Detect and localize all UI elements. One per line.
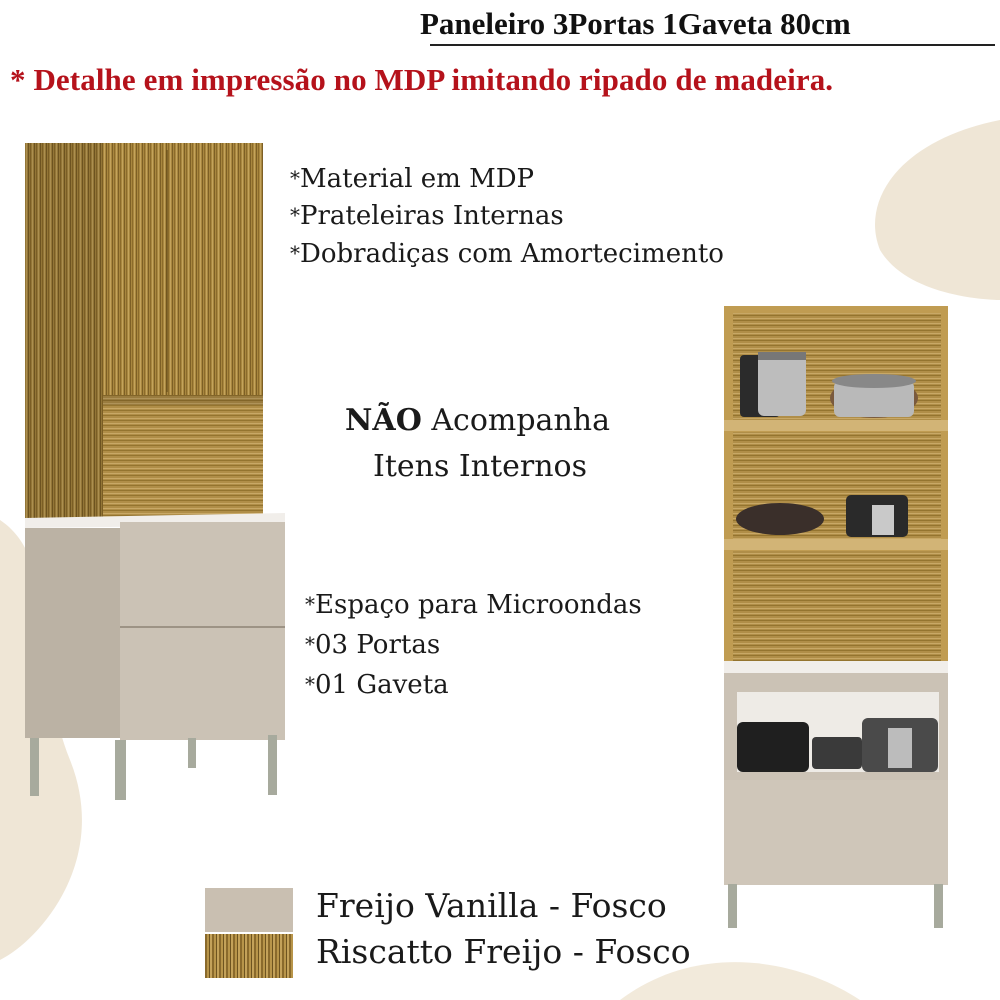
feature-text: Dobradiças com Amortecimento	[300, 239, 724, 269]
bullet-star: *	[305, 672, 315, 696]
top-right-swoosh	[875, 120, 1000, 300]
title-underline	[430, 44, 995, 46]
bullet-star: *	[290, 241, 300, 265]
feature-item	[290, 164, 534, 194]
bullet-star: *	[290, 203, 300, 227]
bullet-star: *	[290, 166, 300, 190]
detail-note: * Detalhe em impressão no MDP imitando ripado de madeira.	[10, 62, 834, 97]
bullet-star: *	[305, 592, 315, 616]
cabinet-open-illustration	[724, 306, 948, 928]
feature-text: Prateleiras Internas	[300, 201, 564, 231]
feature-item	[305, 590, 642, 620]
feature-text: Espaço para Microondas	[315, 590, 642, 620]
feature-text: Material em MDP	[300, 164, 535, 194]
bullet-star: *	[305, 632, 315, 656]
feature-text: 03 Portas	[315, 630, 441, 660]
cabinet-closed-illustration	[25, 143, 285, 800]
finish-label: Riscatto Freijo - Fosco	[316, 932, 691, 971]
finish-label: Freijo Vanilla - Fosco	[316, 886, 667, 925]
feature-item	[290, 201, 564, 231]
feature-text: 01 Gaveta	[315, 670, 449, 700]
not-included-rest: Acompanha	[421, 403, 610, 438]
not-included-strong: NÃO	[345, 403, 422, 438]
feature-item	[290, 239, 724, 269]
product-title: Paneleiro 3Portas 1Gaveta 80cm	[420, 6, 851, 41]
swatch-riscatto-freijo	[205, 934, 293, 978]
not-included-note	[345, 398, 610, 490]
feature-item	[305, 630, 440, 660]
swatch-freijo-vanilla	[205, 888, 293, 932]
not-included-line2: Itens Internos	[373, 449, 588, 484]
feature-item	[305, 670, 449, 700]
